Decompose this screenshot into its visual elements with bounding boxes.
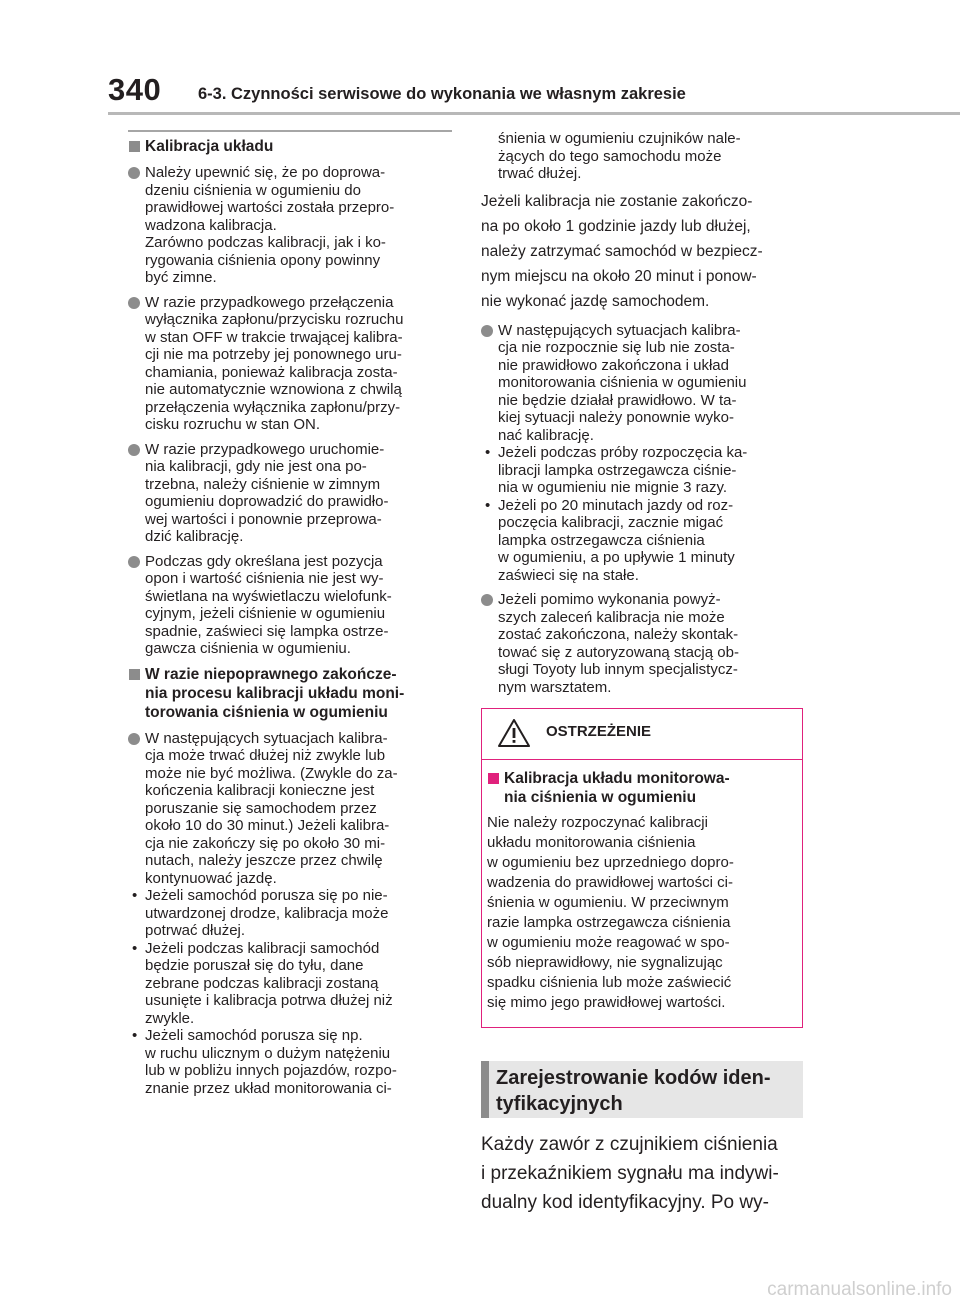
bullet-glyph: • [132, 939, 138, 957]
section-heading-calibration [128, 137, 452, 156]
circle-bullet-icon [128, 297, 140, 309]
sub-list-item-text: Jeżeli podczas kalibracji samochód będzie poruszał się do tyłu, dane zebrane podczas kalibracji zostaną usunięte i kalibracja potrwa dłużej niż zwykle. [145, 939, 393, 1027]
bullet-glyph: • [132, 887, 138, 904]
continuation-text-block [481, 130, 803, 183]
sub-list-item-text: Jeżeli po 20 minutach jazdy od roz- poczęcia kalibracji, zacznie migać lampka ostrzegawcza ciśnienia w ogumieniu, a po upływie 1 minuty zaświeci się na stałe. [498, 496, 735, 584]
page-number: 340 [108, 72, 162, 107]
square-marker-icon [129, 669, 140, 680]
header-divider [108, 112, 960, 115]
list-item [128, 553, 452, 658]
bullet-glyph: • [485, 496, 491, 514]
warning-body [482, 760, 802, 1013]
body-paragraph: Jeżeli kalibracja nie zostanie zakończo- na po około 1 godzinie jazdy lub dłużej, należy zatrzymać samochód w bezpiecz- nym miejscu na około 20 minut i ponow- nie wykonać jazdę samochodem. [481, 192, 763, 310]
warning-triangle-icon [498, 719, 530, 747]
title-accent-bar [481, 1061, 489, 1118]
circle-bullet-icon [128, 733, 140, 745]
circle-bullet-icon [128, 167, 140, 179]
warning-heading-text: Kalibracja układu monitorowa- nia ciśnienia w ogumieniu [504, 770, 730, 806]
list-item-text: W następujących sytuacjach kalibra- cja nie rozpocznie się lub nie zosta- nie prawidłowo zakończona i układ monitorowania ciśnienia w ogumieniu nie będzie działał prawidłowo. W ta- kiej sytuacji należy ponownie wyko- nać kalibrację. [498, 321, 747, 444]
section-heading-incorrect-calibration [128, 665, 452, 722]
list-item [128, 730, 452, 888]
sub-list-item-text: Jeżeli samochód porusza się np. w ruchu ulicznym o dużym natężeniu lub w pobliżu innych pojazdów, rozpo- znanie przez układ monitorowania ci- [145, 1027, 397, 1097]
list-item-text: Jeżeli pomimo wykonania powyż- szych zaleceń kalibracja nie może zostać zakończona, należy skontak- tować się z autoryzowaną stacją ob- sługi Toyoty lub innym specjalistycz- nym warsztatem. [498, 591, 739, 696]
section-heading-text: Kalibracja układu [145, 138, 274, 155]
list-item [481, 322, 803, 445]
continuation-text: śnienia w ogumieniu czujników nale- żących do tego samochodu może trwać dłużej. [498, 130, 741, 182]
bullet-glyph: • [132, 1027, 138, 1044]
sub-list-item-text: Jeżeli samochód porusza się po nie- utwardzonej drodze, kalibracja może potrwać dłużej. [145, 887, 389, 939]
circle-bullet-icon [481, 325, 493, 337]
sub-list-item [128, 1027, 452, 1097]
square-marker-icon [488, 773, 499, 784]
registration-title: Zarejestrowanie kodów iden- tyfikacyjnych [496, 1067, 771, 1115]
sub-list-item [128, 940, 452, 1028]
warning-heading [487, 769, 790, 807]
circle-bullet-icon [128, 556, 140, 568]
warning-header [482, 709, 802, 760]
list-item [128, 294, 452, 434]
page-header [0, 0, 960, 118]
sub-list-item [481, 497, 803, 585]
section-divider [128, 130, 452, 132]
warning-box [481, 708, 803, 1028]
list-item-text: W następujących sytuacjach kalibra- cja może trwać dłużej niż zwykle lub może nie być możliwa. (Zwykle do za- kończenia kalibracji konieczne jest poruszanie się samochodem przez około 10 do 30 minut.) Jeżeli kalibra- cja nie zakończy się po około 30 mi- nutach, należy jeszcze przez chwilę kontynuować jazdę. [145, 729, 398, 887]
list-item-text: Należy upewnić się, że po doprowa- dzeniu ciśnienia w ogumieniu do prawidłowej wartości została przepro- wadzona kalibracja. Zarówno podczas kalibracji, jak i ko- rygowania ciśnienia opony powinny być zimne. [145, 164, 395, 286]
square-marker-icon [129, 141, 140, 152]
warning-text: Nie należy rozpoczynać kalibracji układu monitorowania ciśnienia w ogumieniu bez uprzedniego dopro- wadzenia do prawidłowej wartości ci- śnienia w ogumieniu. W przeciwnym razie lampka ostrzegawcza ciśnienia w ogumieniu może reagować w spo- sób nieprawidłowy, nie sygnalizując spadku ciśnienia lub może zaświecić się mimo jego prawidłowej wartości. [487, 814, 734, 1011]
bullet-glyph: • [485, 444, 491, 461]
list-item-text: W razie przypadkowego przełączenia wyłącznika zapłonu/przycisku rozruchu w stan OFF w trakcie trwającej kalibra- cji nie ma potrzeby jej ponownego uru- chamiania, ponieważ kalibracja zosta- nie automatycznie wznowiona z chwilą przełączenia wyłącznika zapłonu/przy- cisku rozruchu w stan ON. [145, 293, 404, 433]
sub-list-item-text: Jeżeli podczas próby rozpoczęcia ka- libracji lampka ostrzegawcza ciśnie- nia w ogumieniu nie mignie 3 razy. [498, 444, 748, 496]
warning-title: OSTRZEŻENIE [546, 723, 652, 740]
chapter-title: 6-3. Czynności serwisowe do wykonania we własnym zakresie [198, 85, 686, 103]
circle-bullet-icon [481, 594, 493, 606]
right-column [481, 130, 803, 1217]
section-title-box [481, 1061, 803, 1118]
list-item-text: W razie przypadkowego uruchomie- nia kalibracji, gdy nie jest ona po- trzebna, należy ciśnienie w zimnym ogumieniu doprowadzić do prawidło- wej wartości i ponownie przeprowa- dzić kalibrację. [145, 440, 389, 545]
sub-list-item [481, 444, 803, 497]
left-column [128, 130, 452, 1097]
registration-text: Każdy zawór z czujnikiem ciśnienia i przekaźnikiem sygnału ma indywi- dualny kod identyfikacyjny. Po wy- [481, 1134, 779, 1213]
list-item [128, 164, 452, 287]
list-item [481, 591, 803, 696]
list-item [128, 441, 452, 546]
sub-list-item [128, 887, 452, 940]
circle-bullet-icon [128, 444, 140, 456]
section-heading-text: W razie niepoprawnego zakończe- nia procesu kalibracji układu moni- torowania ciśnienia w ogumieniu [145, 665, 405, 721]
watermark: carmanualsonline.info [767, 1279, 952, 1300]
list-item-text: Podczas gdy określana jest pozycja opon i wartość ciśnienia nie jest wy- świetlana na wyświetlaczu wielofunk- cyjnym, jeżeli ciśnienie w ogumieniu spadnie, zaświeci się lampka ostrze- gawcza ciśnienia w ogumieniu. [145, 552, 392, 657]
